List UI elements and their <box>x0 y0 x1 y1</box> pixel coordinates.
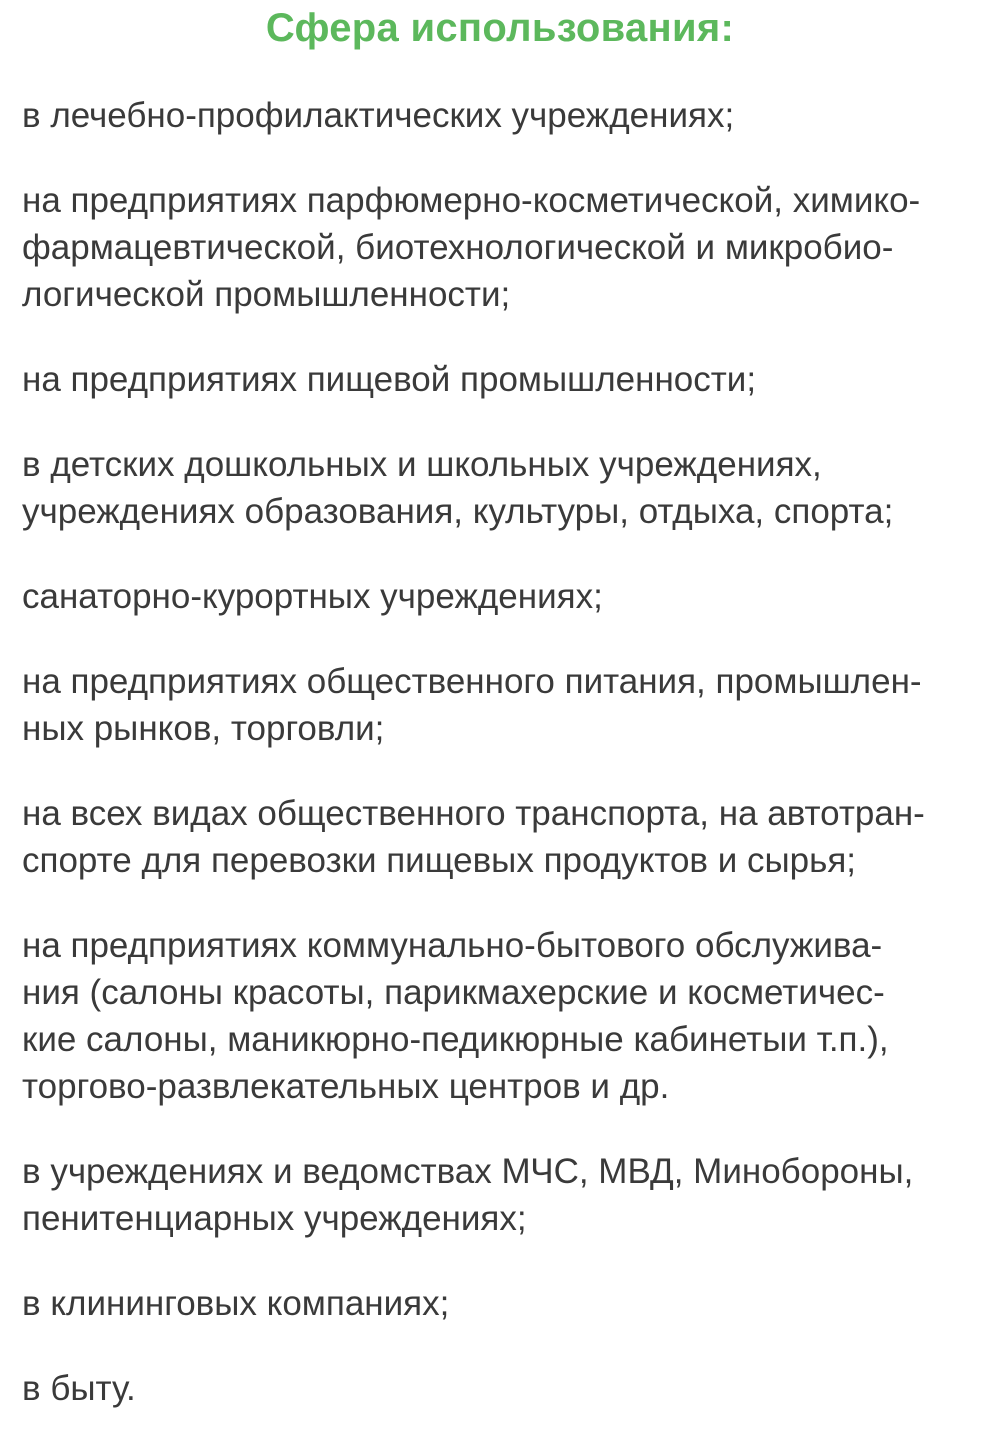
list-item <box>22 790 982 884</box>
list-item <box>22 922 982 1110</box>
list-item-line: фармацевтической, биотехнологической и микробио- <box>22 228 894 267</box>
list-item-line: на всех видах общественного транспорта, на автотран- <box>22 794 925 833</box>
list-item-line: на предприятиях парфюмерно-косметической, химико- <box>22 181 921 220</box>
list-item-line: пенитенциарных учреждениях; <box>22 1199 527 1238</box>
list-item <box>22 92 982 139</box>
list-item <box>22 658 982 752</box>
list-item-line: кие салоны, маникюрно-педикюрные кабинетыи т.п.), <box>22 1020 889 1059</box>
list-item-line: спорте для перевозки пищевых продуктов и сырья; <box>22 841 857 880</box>
list-item-line: учреждениях образования, культуры, отдыха, спорта; <box>22 492 894 531</box>
list-item-line: в детских дошкольных и школьных учреждениях, <box>22 445 822 484</box>
list-item-line: в лечебно-профилактических учреждениях; <box>22 96 735 135</box>
list-item <box>22 573 982 620</box>
list-item <box>22 1365 982 1412</box>
list-item-line: логической промышленности; <box>22 275 511 314</box>
list-item-line: на предприятиях пищевой промышленности; <box>22 360 757 399</box>
list-item-line: торгово-развлекательных центров и др. <box>22 1067 670 1106</box>
page-title: Сфера использования: <box>265 6 735 50</box>
list-item <box>22 177 982 318</box>
list-item-line: санаторно-курортных учреждениях; <box>22 577 603 616</box>
list-item <box>22 356 982 403</box>
list-item-line: в клининговых компаниях; <box>22 1284 450 1323</box>
list-item <box>22 1148 982 1242</box>
list-item-line: в учреждениях и ведомствах МЧС, МВД, Минобороны, <box>22 1152 914 1191</box>
list-item <box>22 441 982 535</box>
list-item-line: в быту. <box>22 1369 136 1408</box>
list-item-line: на предприятиях коммунально-бытового обслужива- <box>22 926 883 965</box>
list-item-line: ния (салоны красоты, парикмахерские и косметичес- <box>22 973 885 1012</box>
usage-list <box>22 92 982 1450</box>
list-item <box>22 1280 982 1327</box>
list-item-line: ных рынков, торговли; <box>22 709 385 748</box>
list-item-line: на предприятиях общественного питания, промышлен- <box>22 662 922 701</box>
